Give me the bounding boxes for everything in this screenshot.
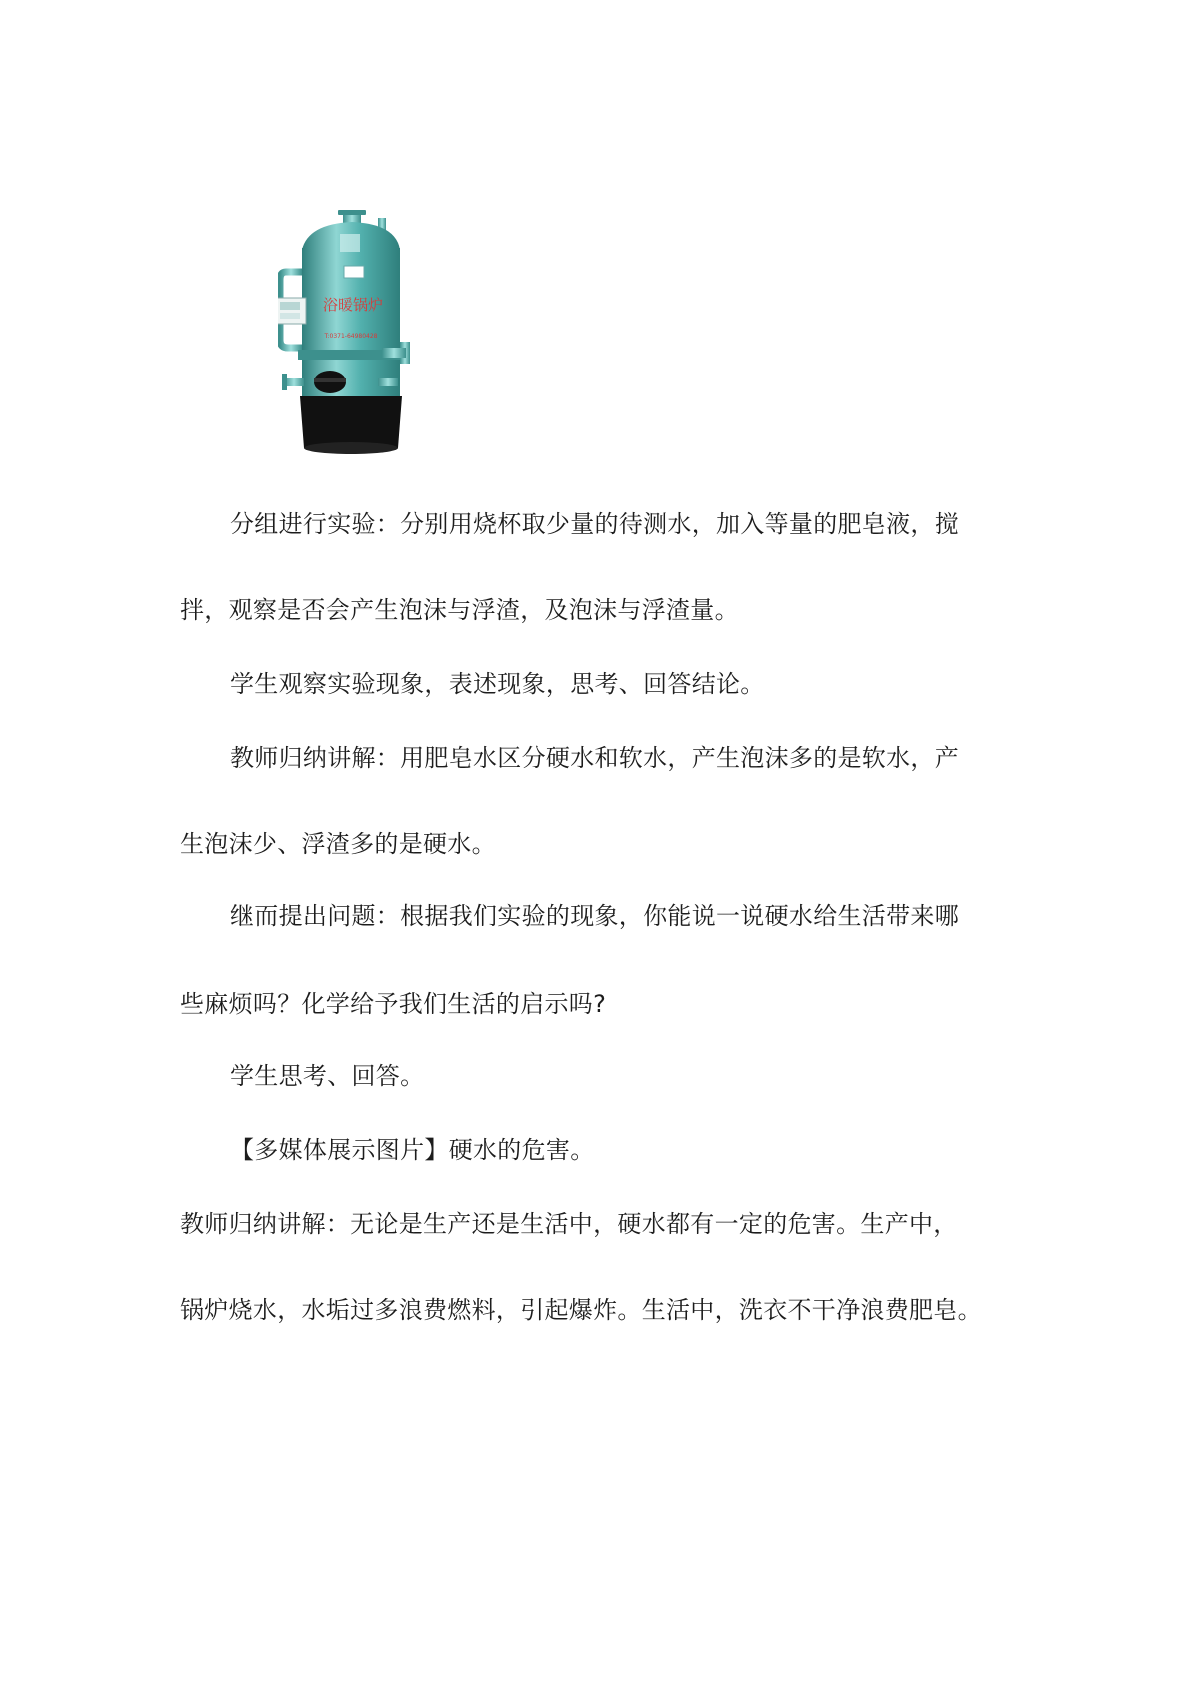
paragraph-3-line-2: 生泡沫少、浮渣多的是硬水。: [180, 830, 496, 858]
paragraph-5-line-1: 学生思考、回答。: [230, 1062, 425, 1090]
paragraph-1-line-1: 分组进行实验：分别用烧杯取少量的待测水，加入等量的肥皂液，搅: [230, 510, 959, 538]
boiler-illustration: [278, 210, 433, 460]
paragraph-4-line-2: 些麻烦吗？化学给予我们生活的启示吗?: [180, 990, 607, 1018]
boiler-image: [278, 210, 433, 460]
paragraph-2-line-1: 学生观察实验现象，表述现象，思考、回答结论。: [230, 670, 765, 698]
paragraph-3-line-1: 教师归纳讲解：用肥皂水区分硬水和软水，产生泡沫多的是软水，产: [230, 744, 959, 772]
paragraph-4-line-1: 继而提出问题：根据我们实验的现象，你能说一说硬水给生活带来哪: [230, 902, 959, 930]
paragraph-1-line-2: 拌，观察是否会产生泡沫与浮渣，及泡沫与浮渣量。: [180, 596, 739, 624]
paragraph-7-line-2: 锅炉烧水，水垢过多浪费燃料，引起爆炸。生活中，洗衣不干净浪费肥皂。: [180, 1296, 982, 1324]
boiler-phone-text: T:0371-64980428: [324, 333, 378, 340]
paragraph-6-line-1: 【多媒体展示图片】硬水的危害。: [230, 1136, 595, 1164]
paragraph-7-line-1: 教师归纳讲解：无论是生产还是生活中，硬水都有一定的危害。生产中，: [180, 1210, 958, 1238]
boiler-brand-text: 浴暖锅炉: [322, 296, 384, 314]
